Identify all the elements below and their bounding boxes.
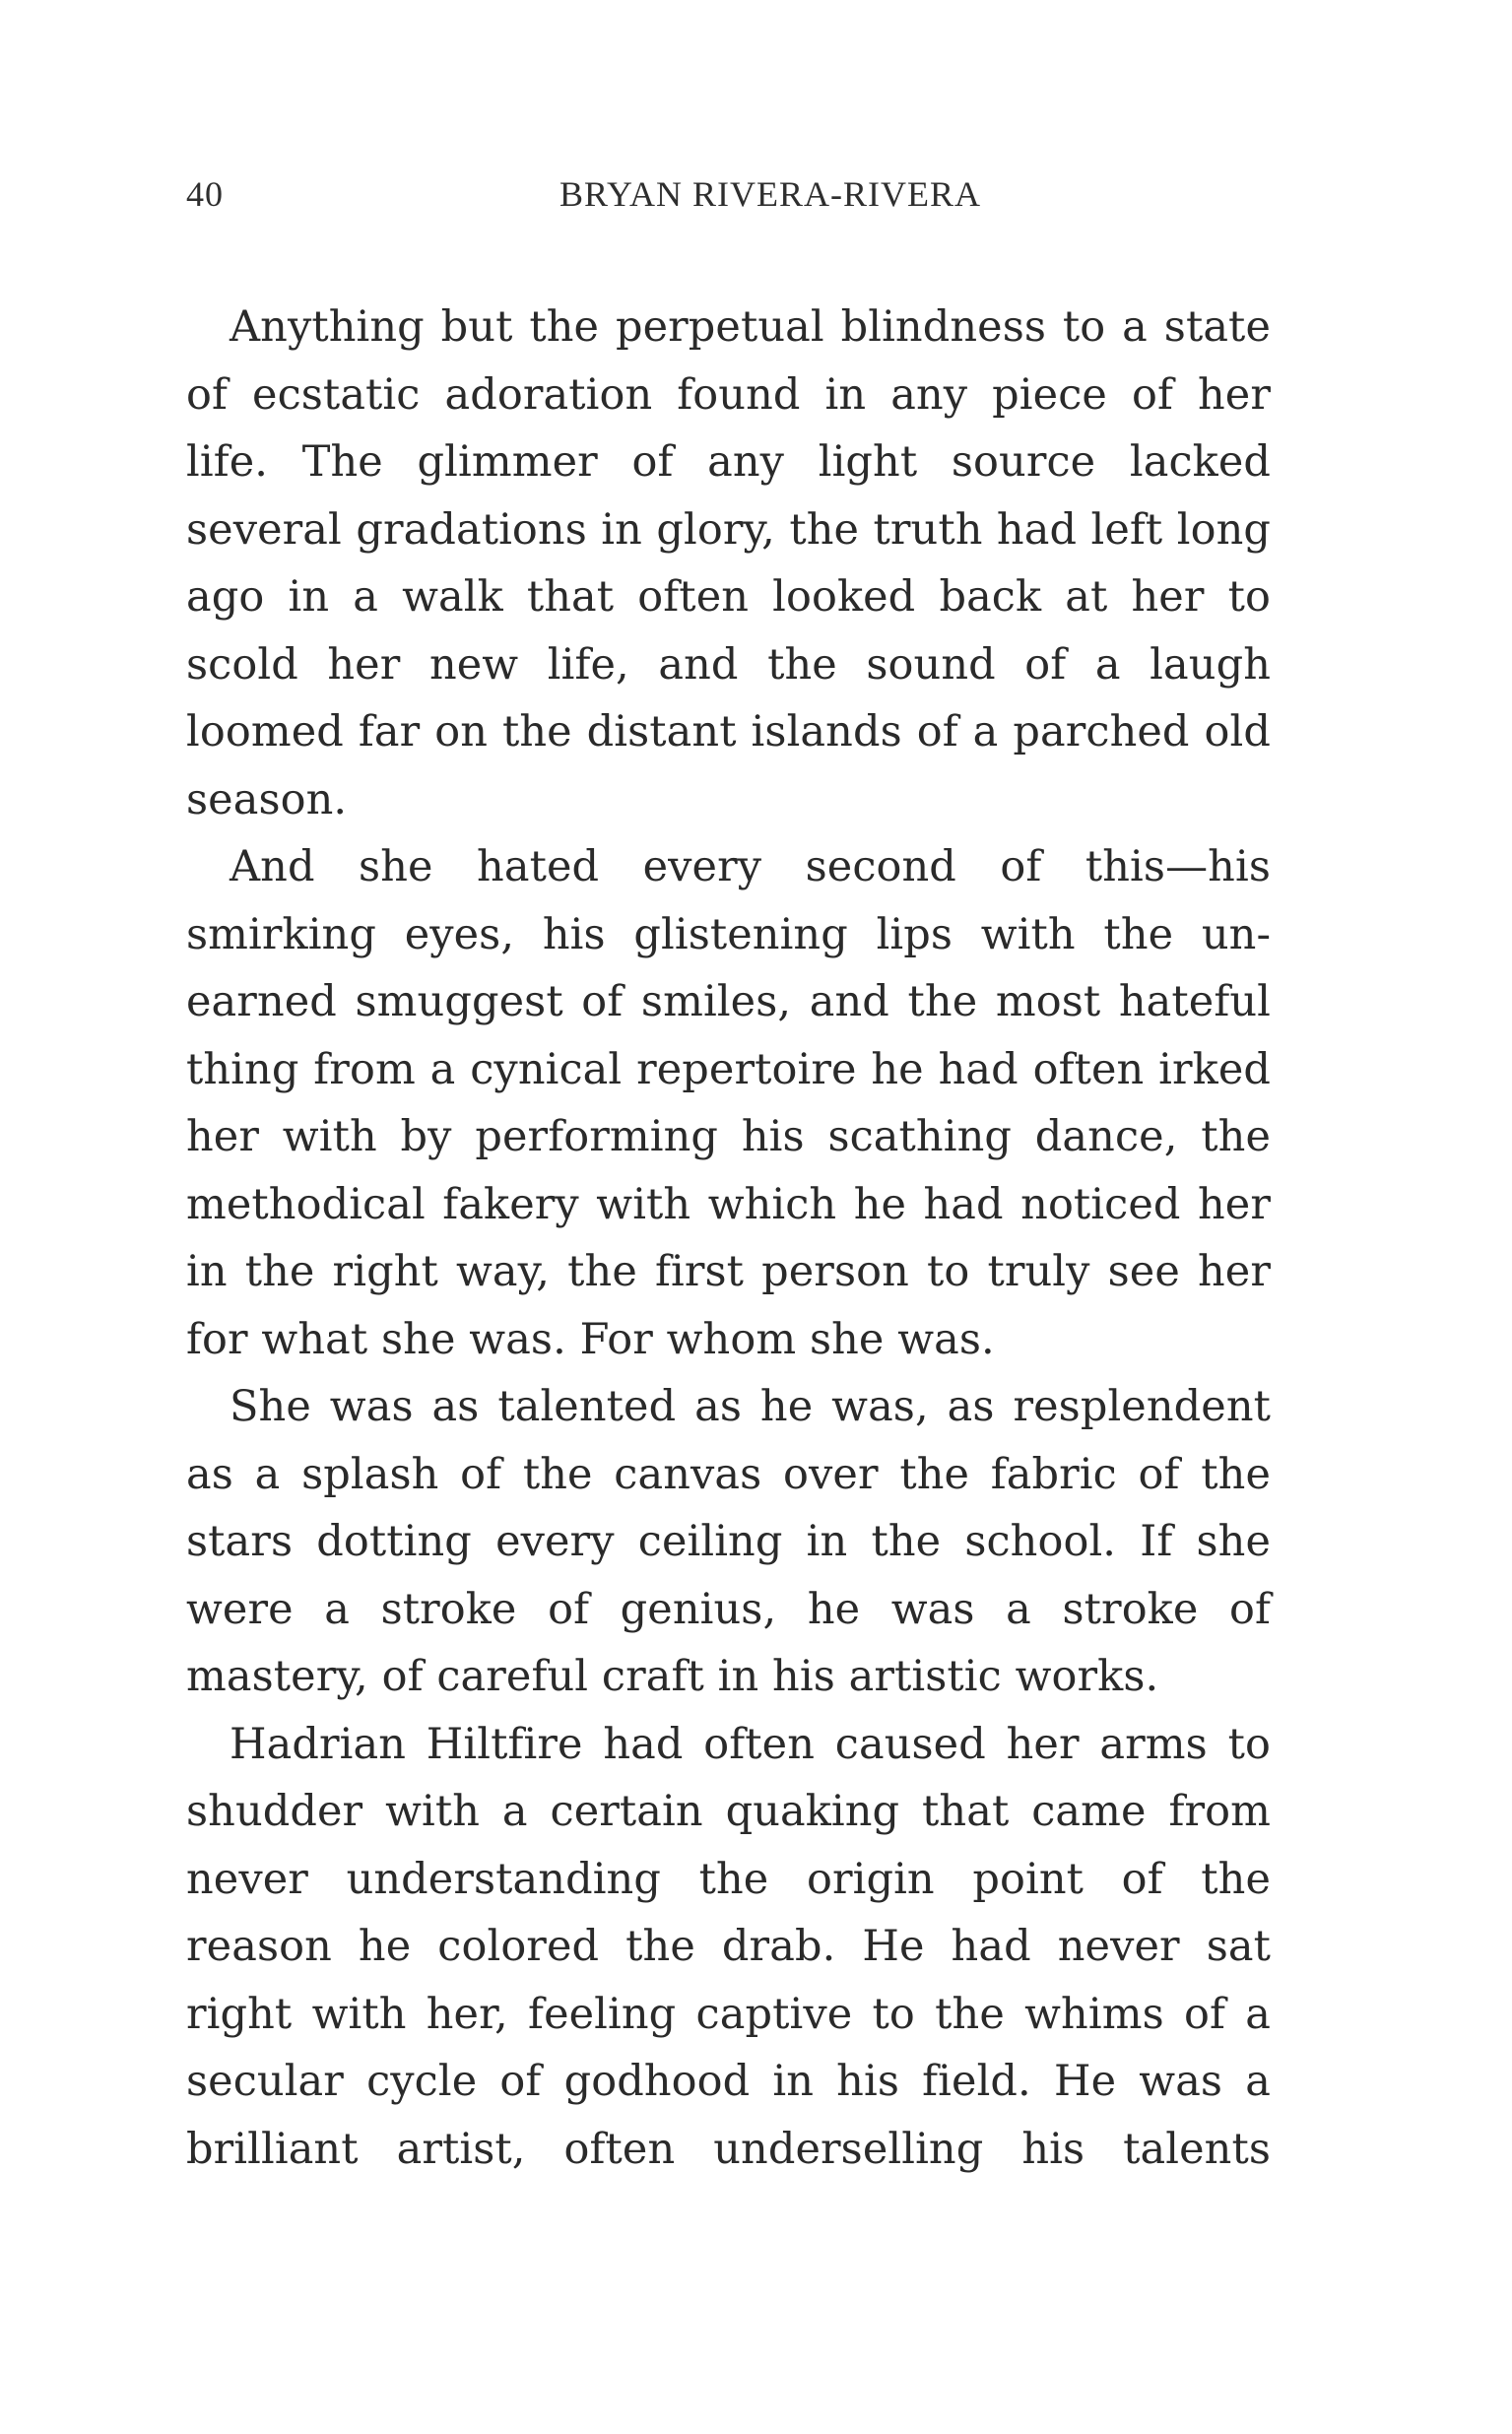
paragraph: Hadrian Hiltfire had often caused her arms to shudder with a certain quaking that came from never understanding the origin point of the reason he colored the drab. He had never sat right with her, feeling captive to the whims of a secular cycle of godhood in his field. He was a brilliant artist, often underselling his talents (186, 1719, 1271, 2174)
paragraph: She was as talented as he was, as resplendent as a splash of the canvas over the fabric of the stars dotting every ceiling in the school. If she were a stroke of genius, he was a stroke of mastery, of careful craft in his artistic works. (186, 1382, 1271, 1701)
paragraph: And she hated every second of this—his smirking eyes, his glistening lips with the unearned smuggest of smiles, and the most hateful thing from a cynical repertoire he had often irked her with by performing his scathing dance, the methodical fakery with which he had noticed her in the right way, the first person to truly see her for what she was. For whom she was. (186, 842, 1271, 1364)
page-number: 40 (186, 174, 224, 214)
body-text (186, 294, 1271, 2183)
running-head-author: BRYAN RIVERA-RIVERA (559, 174, 982, 214)
running-head (186, 173, 1271, 217)
paragraph: Anything but the perpetual blindness to a state of ecstatic adoration found in any piece of her life. The glimmer of any light source lacked several gradations in glory, the truth had left long ago in a walk that often looked back at her to scold her new life, and the sound of a laugh loomed far on the distant islands of a parched old season. (186, 302, 1271, 824)
